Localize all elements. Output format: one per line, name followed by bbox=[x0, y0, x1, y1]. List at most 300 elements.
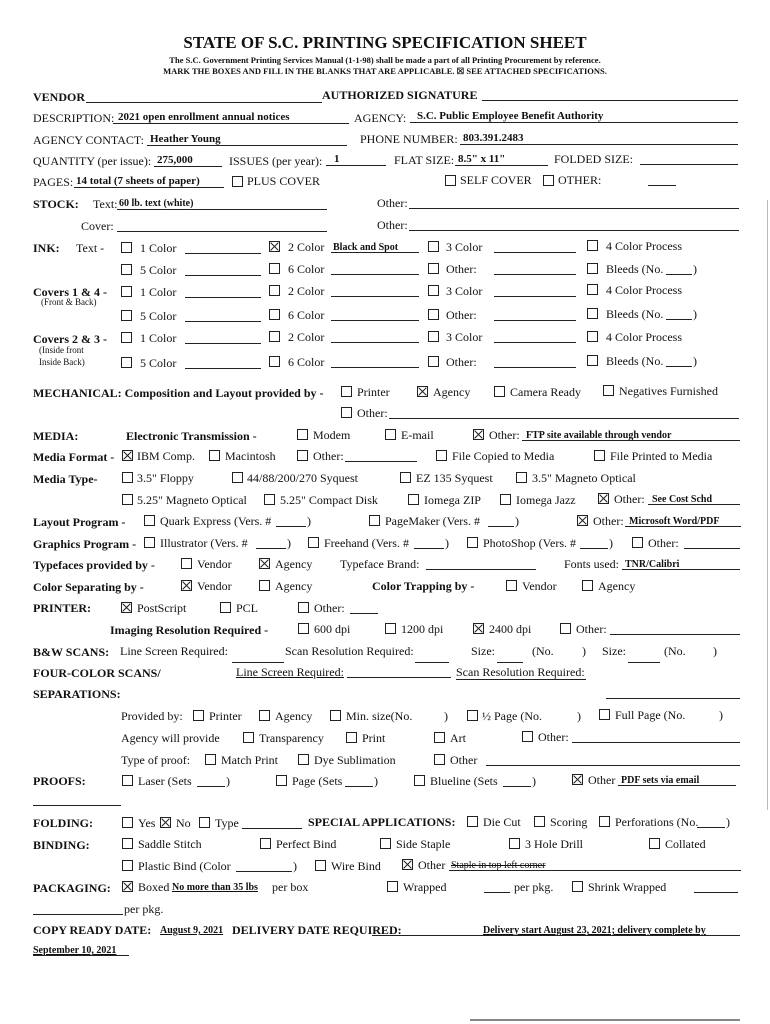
scan-artifact bbox=[470, 1019, 740, 1021]
covers23-5color-checkbox[interactable] bbox=[121, 357, 132, 368]
bw-line-screen-field[interactable] bbox=[232, 662, 284, 663]
graphics-freehand-close: ) bbox=[445, 536, 449, 550]
covers14-5color-checkbox[interactable] bbox=[121, 310, 132, 321]
binding-collated-label: Collated bbox=[665, 837, 706, 851]
packaging-shrink-checkbox[interactable] bbox=[572, 881, 583, 892]
type-mo35-checkbox[interactable] bbox=[516, 472, 527, 483]
layout-quark-checkbox[interactable] bbox=[144, 515, 155, 526]
type-other-line bbox=[648, 504, 740, 505]
sep-printer-label: Printer bbox=[209, 709, 242, 723]
typeface-brand-label: Typeface Brand: bbox=[340, 557, 420, 571]
covers-14-label: Covers 1 & 4 - bbox=[33, 285, 107, 299]
printer-other-checkbox[interactable] bbox=[298, 602, 309, 613]
proof-dye-label: Dye Sublimation bbox=[314, 753, 396, 767]
format-copied-checkbox[interactable] bbox=[436, 450, 447, 461]
ink-2color-label: 2 Color bbox=[288, 240, 325, 254]
covers23-other-line bbox=[494, 367, 576, 368]
stock-text-line bbox=[117, 209, 327, 210]
colorsep-agency-checkbox[interactable] bbox=[259, 580, 270, 591]
format-mac-label: Macintosh bbox=[225, 449, 276, 463]
sep-agency-checkbox[interactable] bbox=[259, 710, 270, 721]
packaging-wrapped-field[interactable] bbox=[484, 892, 510, 893]
quantity-value[interactable]: 275,000 bbox=[157, 154, 193, 166]
proof-other-field[interactable] bbox=[486, 765, 740, 766]
covers23-bleeds-checkbox[interactable] bbox=[587, 355, 598, 366]
mech-negatives-label: Negatives Furnished bbox=[619, 384, 718, 398]
covers14-6color-checkbox[interactable] bbox=[269, 309, 280, 320]
copy-ready-label: COPY READY DATE: bbox=[33, 923, 152, 937]
proofs-other-value[interactable]: PDF sets via email bbox=[621, 775, 700, 786]
res-1200-checkbox[interactable] bbox=[385, 623, 396, 634]
special-perf-label: Perforations (No. bbox=[615, 815, 699, 829]
covers14-3color-line bbox=[494, 296, 576, 297]
format-printed-checkbox[interactable] bbox=[594, 450, 605, 461]
folding-type-checkbox[interactable] bbox=[199, 817, 210, 828]
proofs-laser-label: Laser (Sets bbox=[138, 774, 192, 788]
covers14-2color-checkbox[interactable] bbox=[269, 285, 280, 296]
self-cover-checkbox[interactable] bbox=[445, 175, 456, 186]
mech-negatives-checkbox[interactable] bbox=[603, 385, 614, 396]
proof-other-label: Other bbox=[450, 753, 478, 767]
ink-2color-value[interactable]: Black and Spot bbox=[333, 242, 399, 253]
media-label: MEDIA: bbox=[33, 429, 79, 443]
packaging-per-pkg-label: per pkg. bbox=[514, 880, 554, 894]
special-perf-close: ) bbox=[726, 815, 730, 829]
covers14-bleeds-checkbox[interactable] bbox=[587, 308, 598, 319]
ink-text-5color-line bbox=[185, 275, 261, 276]
covers23-4color-checkbox[interactable] bbox=[587, 331, 598, 342]
graphics-illustrator-close: ) bbox=[287, 536, 291, 550]
res-2400-checkbox[interactable] bbox=[473, 623, 484, 634]
flat-size-line bbox=[455, 165, 548, 166]
proof-dye-checkbox[interactable] bbox=[298, 754, 309, 765]
trapping-agency-checkbox[interactable] bbox=[582, 580, 593, 591]
graphics-other-field[interactable] bbox=[684, 548, 740, 549]
covers14-4color-checkbox[interactable] bbox=[587, 284, 598, 295]
graphics-other-checkbox[interactable] bbox=[632, 537, 643, 548]
sep-art-checkbox[interactable] bbox=[434, 732, 445, 743]
covers14-4color-label: 4 Color Process bbox=[606, 283, 682, 297]
covers14-3color-checkbox[interactable] bbox=[428, 285, 439, 296]
covers14-1color-checkbox[interactable] bbox=[121, 286, 132, 297]
mech-camera-label: Camera Ready bbox=[510, 385, 581, 399]
packaging-boxed-value[interactable]: No more than 35 lbs bbox=[172, 882, 258, 893]
graphics-illustrator-checkbox[interactable] bbox=[144, 537, 155, 548]
binding-saddle-checkbox[interactable] bbox=[122, 838, 133, 849]
ink-1color-label: 1 Color bbox=[140, 241, 177, 255]
covers23-6color-line bbox=[331, 367, 419, 368]
binding-perfect-checkbox[interactable] bbox=[260, 838, 271, 849]
bw-scans-label: B&W SCANS: bbox=[33, 645, 110, 659]
covers14-2color-line bbox=[331, 296, 419, 297]
stock-cover-other-field[interactable] bbox=[409, 230, 739, 231]
covers14-3color-label: 3 Color bbox=[446, 284, 483, 298]
phone-value[interactable]: 803.391.2483 bbox=[463, 132, 524, 144]
quantity-label: QUANTITY (per issue): bbox=[33, 154, 152, 168]
ink-text-1color-checkbox[interactable] bbox=[121, 242, 132, 253]
contact-value[interactable]: Heather Young bbox=[150, 133, 221, 145]
proofs-page-field[interactable] bbox=[345, 786, 373, 787]
trapping-label: Color Trapping by - bbox=[372, 579, 475, 593]
covers23-other-label: Other: bbox=[446, 355, 477, 369]
type-jazz-label: Iomega Jazz bbox=[516, 493, 576, 507]
res-600-checkbox[interactable] bbox=[298, 623, 309, 634]
page-title: STATE OF S.C. PRINTING SPECIFICATION SHEET bbox=[183, 33, 587, 52]
format-mac-checkbox[interactable] bbox=[209, 450, 220, 461]
separations-label: SEPARATIONS: bbox=[33, 687, 121, 701]
graphics-freehand-version[interactable] bbox=[414, 548, 444, 549]
sep-half-label: ½ Page (No. bbox=[482, 709, 542, 723]
mech-agency-label: Agency bbox=[433, 385, 471, 399]
delivery-value-2[interactable]: September 10, 2021 bbox=[33, 945, 117, 956]
covers14-1color-line bbox=[185, 297, 261, 298]
layout-pagemaker-checkbox[interactable] bbox=[369, 515, 380, 526]
covers-23-label: Covers 2 & 3 - bbox=[33, 332, 107, 346]
trapping-vendor-checkbox[interactable] bbox=[506, 580, 517, 591]
flat-size-label: FLAT SIZE: bbox=[394, 153, 455, 167]
typefaces-vendor-checkbox[interactable] bbox=[181, 558, 192, 569]
graphics-freehand-checkbox[interactable] bbox=[308, 537, 319, 548]
folding-type-label: Type bbox=[215, 816, 239, 830]
type-zip-checkbox[interactable] bbox=[408, 494, 419, 505]
packaging-wrapped-checkbox[interactable] bbox=[387, 881, 398, 892]
vendor-field[interactable] bbox=[86, 102, 322, 103]
proofs-laser-close: ) bbox=[226, 774, 230, 788]
res-600-label: 600 dpi bbox=[314, 622, 351, 636]
media-format-label: Media Format - bbox=[33, 450, 115, 464]
binding-side-checkbox[interactable] bbox=[380, 838, 391, 849]
packaging-shrink-field[interactable] bbox=[694, 892, 738, 893]
delivery-value[interactable]: Delivery start August 23, 2021; delivery complete by bbox=[483, 925, 706, 936]
bw-no2-label: (No. bbox=[664, 644, 686, 658]
agency-value[interactable]: S.C. Public Employee Benefit Authority bbox=[417, 110, 604, 122]
covers14-other-label: Other: bbox=[446, 308, 477, 322]
stock-text-label: Text: bbox=[93, 197, 118, 211]
format-ibm-checkbox[interactable] bbox=[122, 450, 133, 461]
layout-other-value[interactable]: Microsoft Word/PDF bbox=[629, 516, 720, 527]
proofs-blueline-close: ) bbox=[532, 774, 536, 788]
scan-edge bbox=[767, 200, 768, 810]
layout-quark-close: ) bbox=[307, 514, 311, 528]
graphics-photoshop-label: PhotoShop (Vers. # bbox=[483, 536, 577, 550]
type-floppy-checkbox[interactable] bbox=[122, 472, 133, 483]
folding-no-label: No bbox=[176, 816, 191, 830]
ink-text-6color-line bbox=[331, 274, 419, 275]
layout-other-checkbox[interactable] bbox=[577, 515, 588, 526]
binding-side-label: Side Staple bbox=[396, 837, 451, 851]
colorsep-vendor-label: Vendor bbox=[197, 579, 232, 593]
binding-collated-checkbox[interactable] bbox=[649, 838, 660, 849]
stock-label: STOCK: bbox=[33, 197, 79, 211]
separations-field[interactable] bbox=[606, 698, 740, 699]
stock-cover-field[interactable] bbox=[117, 231, 327, 232]
mech-camera-checkbox[interactable] bbox=[494, 386, 505, 397]
proofs-blueline-checkbox[interactable] bbox=[414, 775, 425, 786]
type-ez-checkbox[interactable] bbox=[400, 472, 411, 483]
sep-full-close: ) bbox=[719, 708, 723, 722]
printer-other-field[interactable] bbox=[350, 613, 378, 614]
typefaces-agency-label: Agency bbox=[275, 557, 313, 571]
phone-label: PHONE NUMBER: bbox=[360, 132, 458, 146]
folded-size-field[interactable] bbox=[640, 164, 738, 165]
mech-printer-checkbox[interactable] bbox=[341, 386, 352, 397]
ink-5color-label: 5 Color bbox=[140, 263, 177, 277]
folding-yes-label: Yes bbox=[138, 816, 156, 830]
ink-text-1color-line bbox=[185, 253, 261, 254]
sep-half-close: ) bbox=[577, 709, 581, 723]
binding-wire-checkbox[interactable] bbox=[315, 860, 326, 871]
covers23-bleeds-close: ) bbox=[693, 354, 697, 368]
description-value[interactable]: 2021 open enrollment annual notices bbox=[118, 111, 290, 123]
graphics-photoshop-close: ) bbox=[609, 536, 613, 550]
typefaces-agency-checkbox[interactable] bbox=[259, 558, 270, 569]
other-cover-checkbox[interactable] bbox=[543, 175, 554, 186]
pages-value[interactable]: 14 total (7 sheets of paper) bbox=[76, 175, 200, 187]
ink-text-3color-checkbox[interactable] bbox=[428, 241, 439, 252]
folding-no-checkbox[interactable] bbox=[160, 817, 171, 828]
sep-min-label: Min. size(No. bbox=[346, 709, 413, 723]
ink-text-other-line bbox=[494, 274, 576, 275]
mech-other-field[interactable] bbox=[389, 418, 739, 419]
media-email-checkbox[interactable] bbox=[385, 429, 396, 440]
binding-other-checkbox[interactable] bbox=[402, 859, 413, 870]
pages-label: PAGES: bbox=[33, 175, 74, 189]
stock-other-field[interactable] bbox=[409, 208, 739, 209]
electronic-label: Electronic Transmission - bbox=[126, 429, 257, 443]
bw-no2-close: ) bbox=[713, 644, 717, 658]
ink-3color-label: 3 Color bbox=[446, 240, 483, 254]
layout-pagemaker-version[interactable] bbox=[488, 526, 514, 527]
covers14-other-checkbox[interactable] bbox=[428, 309, 439, 320]
ink-bleeds-close: ) bbox=[693, 262, 697, 276]
header-subtitle-1: The S.C. Government Printing Services Manual (1-1-98) shall be made a part of all Printing Procurement by reference. bbox=[169, 55, 601, 65]
bw-scan-res-label: Scan Resolution Required: bbox=[285, 644, 414, 658]
binding-plastic-field[interactable] bbox=[236, 871, 292, 872]
format-other-checkbox[interactable] bbox=[297, 450, 308, 461]
sep-half-checkbox[interactable] bbox=[467, 710, 478, 721]
proofs-blueline-label: Blueline (Sets bbox=[430, 774, 498, 788]
stock-cover-other-label: Other: bbox=[377, 218, 408, 232]
mech-printer-label: Printer bbox=[357, 385, 390, 399]
graphics-photoshop-version[interactable] bbox=[580, 548, 608, 549]
type-syquest-checkbox[interactable] bbox=[232, 472, 243, 483]
proofs-laser-checkbox[interactable] bbox=[122, 775, 133, 786]
phone-line bbox=[460, 144, 738, 145]
special-applications-label: SPECIAL APPLICATIONS: bbox=[308, 815, 456, 829]
graphics-freehand-label: Freehand (Vers. # bbox=[324, 536, 409, 550]
graphics-illustrator-version[interactable] bbox=[256, 548, 286, 549]
covers23-3color-line bbox=[494, 342, 576, 343]
four-scan-res-label: Scan Resolution Required: bbox=[456, 665, 585, 679]
printer-postscript-checkbox[interactable] bbox=[121, 602, 132, 613]
media-other-line bbox=[522, 440, 740, 441]
sep-min-checkbox[interactable] bbox=[330, 710, 341, 721]
special-perf-checkbox[interactable] bbox=[599, 816, 610, 827]
bw-no-close: ) bbox=[582, 644, 586, 658]
res-2400-label: 2400 dpi bbox=[489, 622, 532, 636]
folding-type-field[interactable] bbox=[242, 828, 302, 829]
sep-print-label: Print bbox=[362, 731, 386, 745]
ink-text-other-checkbox[interactable] bbox=[428, 263, 439, 274]
type-other-value[interactable]: See Cost Schd bbox=[652, 494, 713, 505]
sep-full-label: Full Page (No. bbox=[615, 708, 686, 722]
bw-size-field[interactable] bbox=[497, 662, 523, 663]
proofs-page-label: Page (Sets bbox=[292, 774, 343, 788]
media-other-value[interactable]: FTP site available through vendor bbox=[526, 430, 672, 441]
sep-other-checkbox[interactable] bbox=[522, 731, 533, 742]
colorsep-vendor-checkbox[interactable] bbox=[181, 580, 192, 591]
covers-14-sub: (Front & Back) bbox=[41, 297, 97, 307]
type-syquest-label: 44/88/200/270 Syquest bbox=[247, 471, 359, 485]
covers14-5color-line bbox=[185, 321, 261, 322]
bw-scan-res-field[interactable] bbox=[415, 662, 449, 663]
imaging-label: Imaging Resolution Required - bbox=[110, 623, 269, 637]
four-line-screen-field[interactable] bbox=[347, 677, 451, 678]
pages-line bbox=[74, 187, 224, 188]
delivery-label: DELIVERY DATE REQUIRED: bbox=[232, 923, 402, 937]
vendor-label: VENDOR bbox=[33, 90, 86, 104]
special-diecut-checkbox[interactable] bbox=[467, 816, 478, 827]
proof-type-label: Type of proof: bbox=[121, 753, 191, 767]
covers14-other-line bbox=[494, 320, 576, 321]
covers23-1color-checkbox[interactable] bbox=[121, 332, 132, 343]
ink-text-label: Text - bbox=[76, 241, 105, 255]
layout-quark-version[interactable] bbox=[276, 526, 306, 527]
proof-other-checkbox[interactable] bbox=[434, 754, 445, 765]
binding-plastic-checkbox[interactable] bbox=[122, 860, 133, 871]
sep-printer-checkbox[interactable] bbox=[193, 710, 204, 721]
other-cover-field[interactable] bbox=[648, 185, 676, 186]
media-modem-checkbox[interactable] bbox=[297, 429, 308, 440]
ink-text-2color-checkbox[interactable] bbox=[269, 241, 280, 252]
fonts-used-value[interactable]: TNR/Calibri bbox=[625, 559, 680, 570]
media-other-checkbox[interactable] bbox=[473, 429, 484, 440]
mech-other-label: Other: bbox=[357, 406, 388, 420]
layout-label: Layout Program - bbox=[33, 515, 126, 529]
special-perf-field[interactable] bbox=[697, 827, 725, 828]
ink-text-6color-checkbox[interactable] bbox=[269, 263, 280, 274]
ink-4color-label: 4 Color Process bbox=[606, 239, 682, 253]
description-label: DESCRIPTION: bbox=[33, 111, 115, 125]
colorsep-label: Color Separating by - bbox=[33, 580, 144, 594]
binding-plastic-close: ) bbox=[293, 859, 297, 873]
issues-value[interactable]: 1 bbox=[334, 153, 340, 165]
folded-size-label: FOLDED SIZE: bbox=[554, 152, 633, 166]
type-jazz-checkbox[interactable] bbox=[500, 494, 511, 505]
format-copied-label: File Copied to Media bbox=[452, 449, 555, 463]
sep-full-checkbox[interactable] bbox=[599, 709, 610, 720]
quantity-line bbox=[154, 166, 222, 167]
covers23-3color-checkbox[interactable] bbox=[428, 331, 439, 342]
packaging-label: PACKAGING: bbox=[33, 881, 111, 895]
self-cover-label: SELF COVER bbox=[460, 173, 532, 187]
ink-text-5color-checkbox[interactable] bbox=[121, 264, 132, 275]
ink-text-bleeds-checkbox[interactable] bbox=[587, 263, 598, 274]
sep-other-field[interactable] bbox=[572, 742, 740, 743]
covers23-6color-checkbox[interactable] bbox=[269, 356, 280, 367]
covers23-4color-label: 4 Color Process bbox=[606, 330, 682, 344]
res-other-field[interactable] bbox=[610, 634, 740, 635]
binding-wire-label: Wire Bind bbox=[331, 859, 381, 873]
proof-match-label: Match Print bbox=[221, 753, 278, 767]
other-cover-label: OTHER: bbox=[558, 173, 602, 187]
fonts-used-label: Fonts used: bbox=[564, 557, 620, 571]
special-scoring-checkbox[interactable] bbox=[534, 816, 545, 827]
proofs-other-checkbox[interactable] bbox=[572, 774, 583, 785]
copy-ready-value[interactable]: August 9, 2021 bbox=[160, 925, 224, 936]
packaging-shrink-per-field[interactable] bbox=[33, 914, 123, 915]
proof-match-checkbox[interactable] bbox=[205, 754, 216, 765]
covers23-2color-checkbox[interactable] bbox=[269, 331, 280, 342]
binding-plastic-label: Plastic Bind (Color bbox=[138, 859, 231, 873]
proofs-other-label: Other bbox=[588, 773, 616, 787]
bw-size2-field[interactable] bbox=[628, 662, 660, 663]
media-modem-label: Modem bbox=[313, 428, 351, 442]
binding-hole-checkbox[interactable] bbox=[509, 838, 520, 849]
signature-field[interactable] bbox=[482, 100, 738, 101]
proofs-blueline-field[interactable] bbox=[503, 786, 531, 787]
printer-label: PRINTER: bbox=[33, 601, 92, 615]
proofs-page-checkbox[interactable] bbox=[276, 775, 287, 786]
type-cd-checkbox[interactable] bbox=[264, 494, 275, 505]
sep-transparency-checkbox[interactable] bbox=[243, 732, 254, 743]
ink-text-bleeds-line bbox=[666, 274, 692, 275]
binding-saddle-label: Saddle Stitch bbox=[138, 837, 202, 851]
covers23-2color-label: 2 Color bbox=[288, 330, 325, 344]
binding-label: BINDING: bbox=[33, 838, 90, 852]
typeface-brand-field[interactable] bbox=[426, 569, 536, 570]
description-line bbox=[113, 123, 349, 124]
covers23-other-checkbox[interactable] bbox=[428, 356, 439, 367]
colorsep-agency-label: Agency bbox=[275, 579, 313, 593]
plus-cover-checkbox[interactable] bbox=[232, 176, 243, 187]
fonts-used-line bbox=[622, 569, 740, 570]
type-mo525-checkbox[interactable] bbox=[122, 494, 133, 505]
ink-6color-label: 6 Color bbox=[288, 262, 325, 276]
res-other-checkbox[interactable] bbox=[560, 623, 571, 634]
sep-will-provide-label: Agency will provide bbox=[121, 731, 220, 745]
type-other-checkbox[interactable] bbox=[598, 493, 609, 504]
graphics-photoshop-checkbox[interactable] bbox=[467, 537, 478, 548]
ink-text-4color-checkbox[interactable] bbox=[587, 240, 598, 251]
format-other-field[interactable] bbox=[345, 461, 417, 462]
flat-size-value[interactable]: 8.5" x 11" bbox=[458, 153, 506, 165]
packaging-boxed-checkbox[interactable] bbox=[122, 881, 133, 892]
covers23-5color-line bbox=[185, 368, 261, 369]
sep-print-checkbox[interactable] bbox=[346, 732, 357, 743]
covers23-1color-line bbox=[185, 343, 261, 344]
binding-other-value[interactable]: Staple in top left corner bbox=[451, 860, 546, 871]
mech-agency-checkbox[interactable] bbox=[417, 386, 428, 397]
stock-text-value[interactable]: 60 lb. text (white) bbox=[119, 198, 194, 209]
type-ez-label: EZ 135 Syquest bbox=[416, 471, 493, 485]
mech-other-checkbox[interactable] bbox=[341, 407, 352, 418]
proofs-label: PROOFS: bbox=[33, 774, 86, 788]
binding-hole-label: 3 Hole Drill bbox=[525, 837, 583, 851]
covers23-2color-line bbox=[331, 342, 419, 343]
proofs-laser-field[interactable] bbox=[197, 786, 225, 787]
typefaces-label: Typefaces provided by - bbox=[33, 558, 155, 572]
covers14-bleeds-label: Bleeds (No. bbox=[606, 307, 664, 321]
printer-pcl-checkbox[interactable] bbox=[220, 602, 231, 613]
sep-transparency-label: Transparency bbox=[259, 731, 324, 745]
format-ibm-label: IBM Comp. bbox=[137, 449, 196, 463]
issues-line bbox=[326, 165, 386, 166]
covers23-6color-label: 6 Color bbox=[288, 355, 325, 369]
folding-yes-checkbox[interactable] bbox=[122, 817, 133, 828]
ink-label: INK: bbox=[33, 241, 60, 255]
four-scan-res-field[interactable] bbox=[456, 679, 586, 680]
